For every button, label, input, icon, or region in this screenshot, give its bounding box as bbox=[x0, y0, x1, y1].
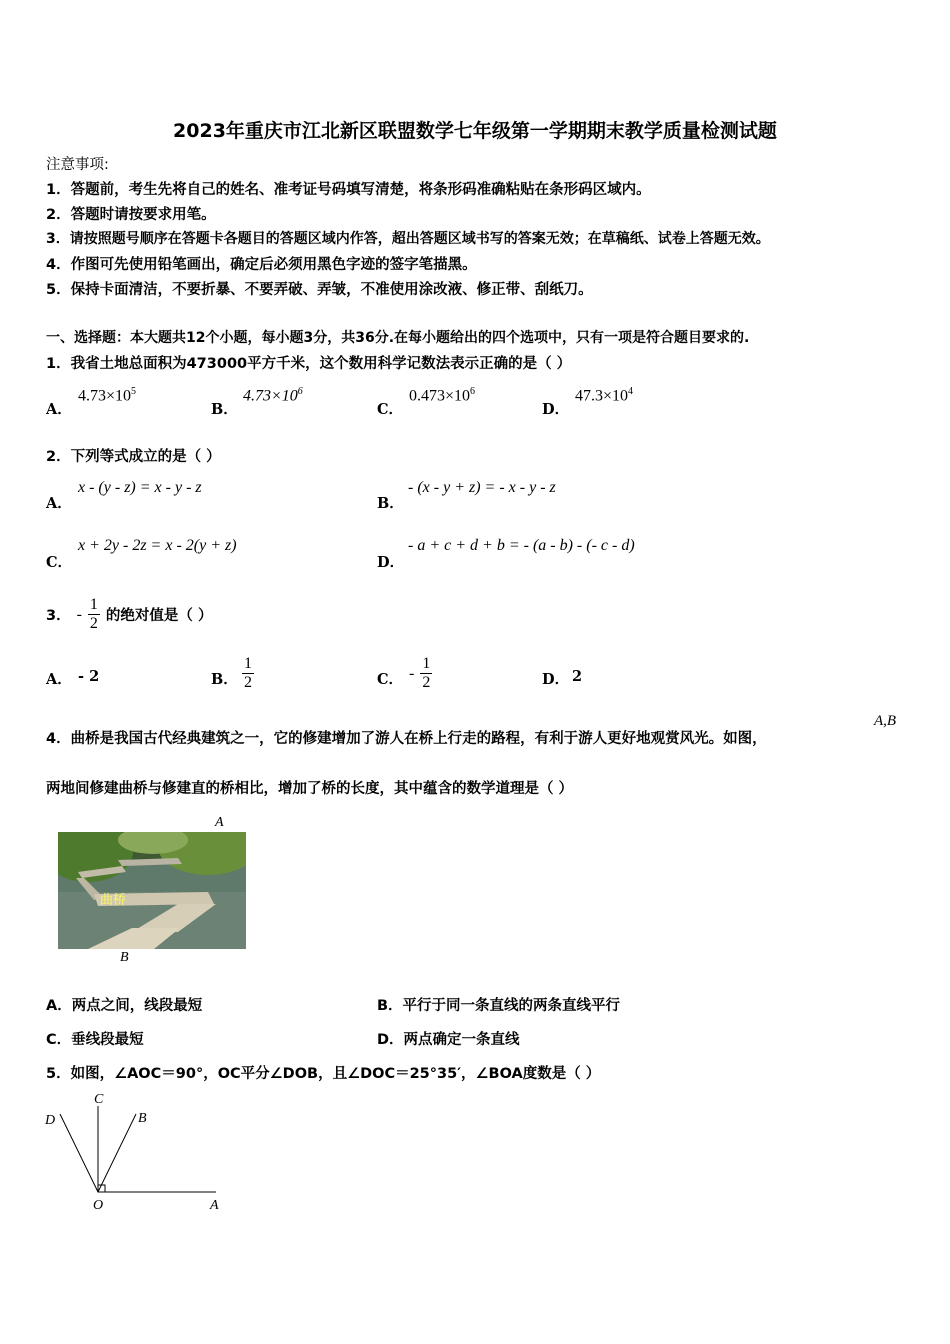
q2-option-b: - (x - y + z) = - x - y - z bbox=[408, 479, 556, 496]
q4-figure-label-b: B bbox=[120, 950, 129, 965]
section-heading: 一、选择题：本大题共12个小题，每小题3分，共36分.在每小题给出的四个选项中，只有一项是符合题目要求的. bbox=[46, 330, 750, 346]
q3-fraction bbox=[88, 596, 100, 633]
q3-frac-den: 2 bbox=[89, 615, 98, 632]
q3-frac-num: 1 bbox=[89, 596, 98, 613]
q3-option-a: - 2 bbox=[78, 668, 100, 685]
q3-option-b bbox=[242, 655, 254, 692]
q1-c-exp: 6 bbox=[470, 386, 476, 397]
q2-label-b: B． bbox=[377, 495, 404, 512]
q3-c-minus: - bbox=[409, 664, 415, 682]
q4-option-a: A．两点之间，线段最短 bbox=[46, 998, 203, 1014]
bridge-photo-caption: 曲桥 bbox=[100, 893, 127, 908]
q1-option-a bbox=[78, 386, 136, 405]
angle-diagram bbox=[40, 1088, 240, 1218]
bridge-photo-illustration bbox=[58, 832, 246, 949]
q3-c-den: 2 bbox=[422, 674, 431, 691]
q3-stem-suffix: 的绝对值是（ ） bbox=[105, 608, 213, 624]
q1-b-base: 4.73×10 bbox=[243, 387, 298, 405]
bridge-photo bbox=[58, 832, 246, 949]
q1-a-exp: 5 bbox=[131, 386, 137, 397]
q1-label-c: C． bbox=[377, 401, 404, 418]
q3-minus: - bbox=[76, 605, 82, 623]
q2-stem: 2．下列等式成立的是（ ） bbox=[46, 449, 221, 465]
notice-item-5: 5．保持卡面清洁，不要折暴、不要弄破、弄皱，不准使用涂改液、修正带、刮纸刀。 bbox=[46, 282, 593, 298]
q1-option-d bbox=[575, 386, 633, 405]
q3-option-c bbox=[409, 655, 432, 692]
ray-od bbox=[60, 1114, 98, 1192]
q1-a-base: 4.73×10 bbox=[78, 387, 132, 405]
q4-figure-label-a: A bbox=[215, 815, 224, 830]
q2-option-c: x + 2y - 2z = x - 2(y + z) bbox=[78, 537, 237, 554]
q1-stem: 1．我省土地总面积为473000平方千米，这个数用科学记数法表示正确的是（ ） bbox=[46, 356, 572, 372]
ray-ob bbox=[98, 1114, 136, 1192]
q3-label-b: B． bbox=[211, 671, 238, 688]
q1-label-d: D． bbox=[542, 401, 570, 418]
notice-item-3: 3．请按照题号顺序在答题卡各题目的答题区域内作答，超出答题区域书写的答案无效；在草稿纸、试卷上答题无效。 bbox=[46, 231, 770, 247]
q1-label-b: B． bbox=[211, 401, 238, 418]
q2-label-d: D． bbox=[377, 554, 405, 571]
notice-item-4: 4．作图可先使用铅笔画出，确定后必须用黑色字迹的签字笔描黑。 bbox=[46, 257, 477, 273]
label-d: D bbox=[45, 1113, 56, 1128]
label-a: A bbox=[210, 1198, 219, 1213]
q3-label-c: C． bbox=[377, 671, 404, 688]
q3-number: 3． bbox=[46, 608, 71, 624]
q2-option-d: - a + c + d + b = - (a - b) - (- c - d) bbox=[408, 537, 635, 554]
q3-c-num: 1 bbox=[422, 655, 431, 672]
q4-stem-line1: 4．曲桥是我国古代经典建筑之一，它的修建增加了游人在桥上行走的路程，有利于游人更好地观赏风光。如图， bbox=[46, 731, 767, 747]
q4-option-c: C．垂线段最短 bbox=[46, 1032, 144, 1048]
q1-b-exp: 6 bbox=[297, 386, 303, 397]
q1-d-exp: 4 bbox=[628, 386, 634, 397]
notice-item-1: 1．答题前，考生先将自己的姓名、准考证号码填写清楚，将条形码准确粘贴在条形码区域内。 bbox=[46, 182, 651, 198]
q4-option-d: D．两点确定一条直线 bbox=[377, 1032, 520, 1048]
q1-option-c bbox=[409, 386, 475, 405]
q2-option-a: x - (y - z) = x - y - z bbox=[78, 479, 202, 496]
page-title: 2023年重庆市江北新区联盟数学七年级第一学期期末教学质量检测试题 bbox=[173, 120, 777, 142]
q1-option-b bbox=[243, 386, 303, 405]
q2-label-c: C． bbox=[46, 554, 73, 571]
notice-item-2: 2．答题时请按要求用笔。 bbox=[46, 207, 216, 223]
q4-ab-label: A,B bbox=[874, 713, 897, 729]
label-c: C bbox=[94, 1092, 104, 1107]
q4-option-b: B．平行于同一条直线的两条直线平行 bbox=[377, 998, 621, 1014]
q3-label-a: A． bbox=[46, 671, 72, 688]
q3-option-d: 2 bbox=[572, 668, 583, 685]
q5-stem: 5．如图，∠AOC＝90°，OC平分∠DOB，且∠DOC＝25°35′，∠BOA度数是（ ） bbox=[46, 1066, 601, 1082]
q2-label-a: A． bbox=[46, 495, 72, 512]
label-o: O bbox=[93, 1198, 104, 1213]
q3-b-num: 1 bbox=[244, 655, 252, 672]
notice-heading: 注意事项: bbox=[46, 157, 109, 173]
label-b: B bbox=[138, 1111, 147, 1126]
q3-label-d: D． bbox=[542, 671, 570, 688]
q3-stem bbox=[46, 596, 212, 633]
q3-b-den: 2 bbox=[244, 674, 252, 691]
q1-d-base: 47.3×10 bbox=[575, 387, 629, 405]
q1-label-a: A． bbox=[46, 401, 72, 418]
q1-c-base: 0.473×10 bbox=[409, 387, 471, 405]
q4-stem-line2: 两地间修建曲桥与修建直的桥相比，增加了桥的长度，其中蕴含的数学道理是（ ） bbox=[46, 781, 574, 797]
